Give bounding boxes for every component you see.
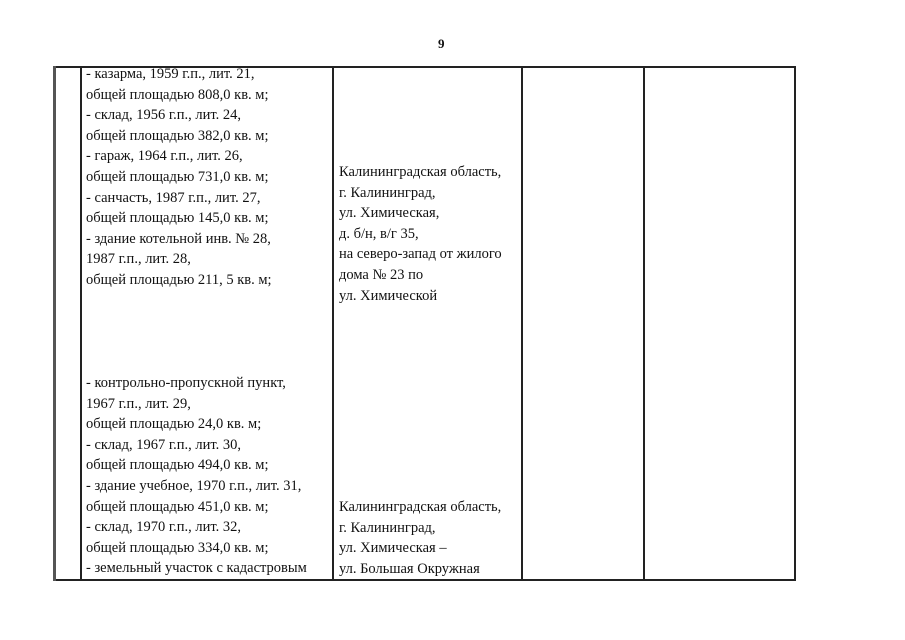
row-1-address <box>339 162 502 306</box>
column-divider <box>332 66 334 581</box>
column-divider <box>80 66 82 581</box>
page-number: 9 <box>438 36 445 51</box>
description-line: общей площадью 334,0 кв. м; <box>86 539 269 556</box>
description-line: общей площадью 494,0 кв. м; <box>86 457 269 474</box>
address-line: ул. Химическая, <box>339 205 440 222</box>
address-line: г. Калининград, <box>339 519 436 536</box>
description-line: 1967 г.п., лит. 29, <box>86 395 191 412</box>
description-line: - склад, 1970 г.п., лит. 32, <box>86 519 242 536</box>
address-line: ул. Химической <box>339 287 438 304</box>
address-line: ул. Химическая – <box>339 540 447 557</box>
address-line: на северо-запад от жилого <box>339 246 502 263</box>
row-1-description <box>86 64 272 291</box>
description-line: - санчасть, 1987 г.п., лит. 27, <box>86 189 261 206</box>
address-line: ул. Большая Окружная <box>339 560 480 577</box>
description-line: - здание учебное, 1970 г.п., лит. 31, <box>86 477 302 494</box>
description-line: общей площадью 451,0 кв. м; <box>86 498 269 515</box>
address-line: г. Калининград, <box>339 184 436 201</box>
description-line: общей площадью 211, 5 кв. м; <box>86 271 272 288</box>
description-line: - склад, 1967 г.п., лит. 30, <box>86 436 242 453</box>
address-line: Калининградская область, <box>339 164 502 180</box>
description-line: - здание котельной инв. № 28, <box>86 230 271 247</box>
description-line: общей площадью 731,0 кв. м; <box>86 168 269 185</box>
address-line: Калининградская область, <box>339 499 502 515</box>
description-line: - земельный участок с кадастровым <box>86 560 307 577</box>
column-divider <box>643 66 645 581</box>
row-2-description <box>86 373 307 579</box>
description-line: - казарма, 1959 г.п., лит. 21, <box>86 66 255 82</box>
column-divider <box>794 66 796 581</box>
description-line: - контрольно-пропускной пункт, <box>86 375 286 391</box>
description-line: - гараж, 1964 г.п., лит. 26, <box>86 148 243 165</box>
description-line: общей площадью 382,0 кв. м; <box>86 127 269 144</box>
address-line: дома № 23 по <box>339 266 424 283</box>
column-divider <box>521 66 523 581</box>
description-line: общей площадью 24,0 кв. м; <box>86 416 262 433</box>
description-line: общей площадью 808,0 кв. м; <box>86 86 269 103</box>
description-line: - склад, 1956 г.п., лит. 24, <box>86 107 242 124</box>
description-line: общей площадью 145,0 кв. м; <box>86 210 269 227</box>
column-divider <box>53 66 56 581</box>
description-line: 1987 г.п., лит. 28, <box>86 251 191 268</box>
address-line: д. б/н, в/г 35, <box>339 225 419 242</box>
row-2-address <box>339 497 501 579</box>
